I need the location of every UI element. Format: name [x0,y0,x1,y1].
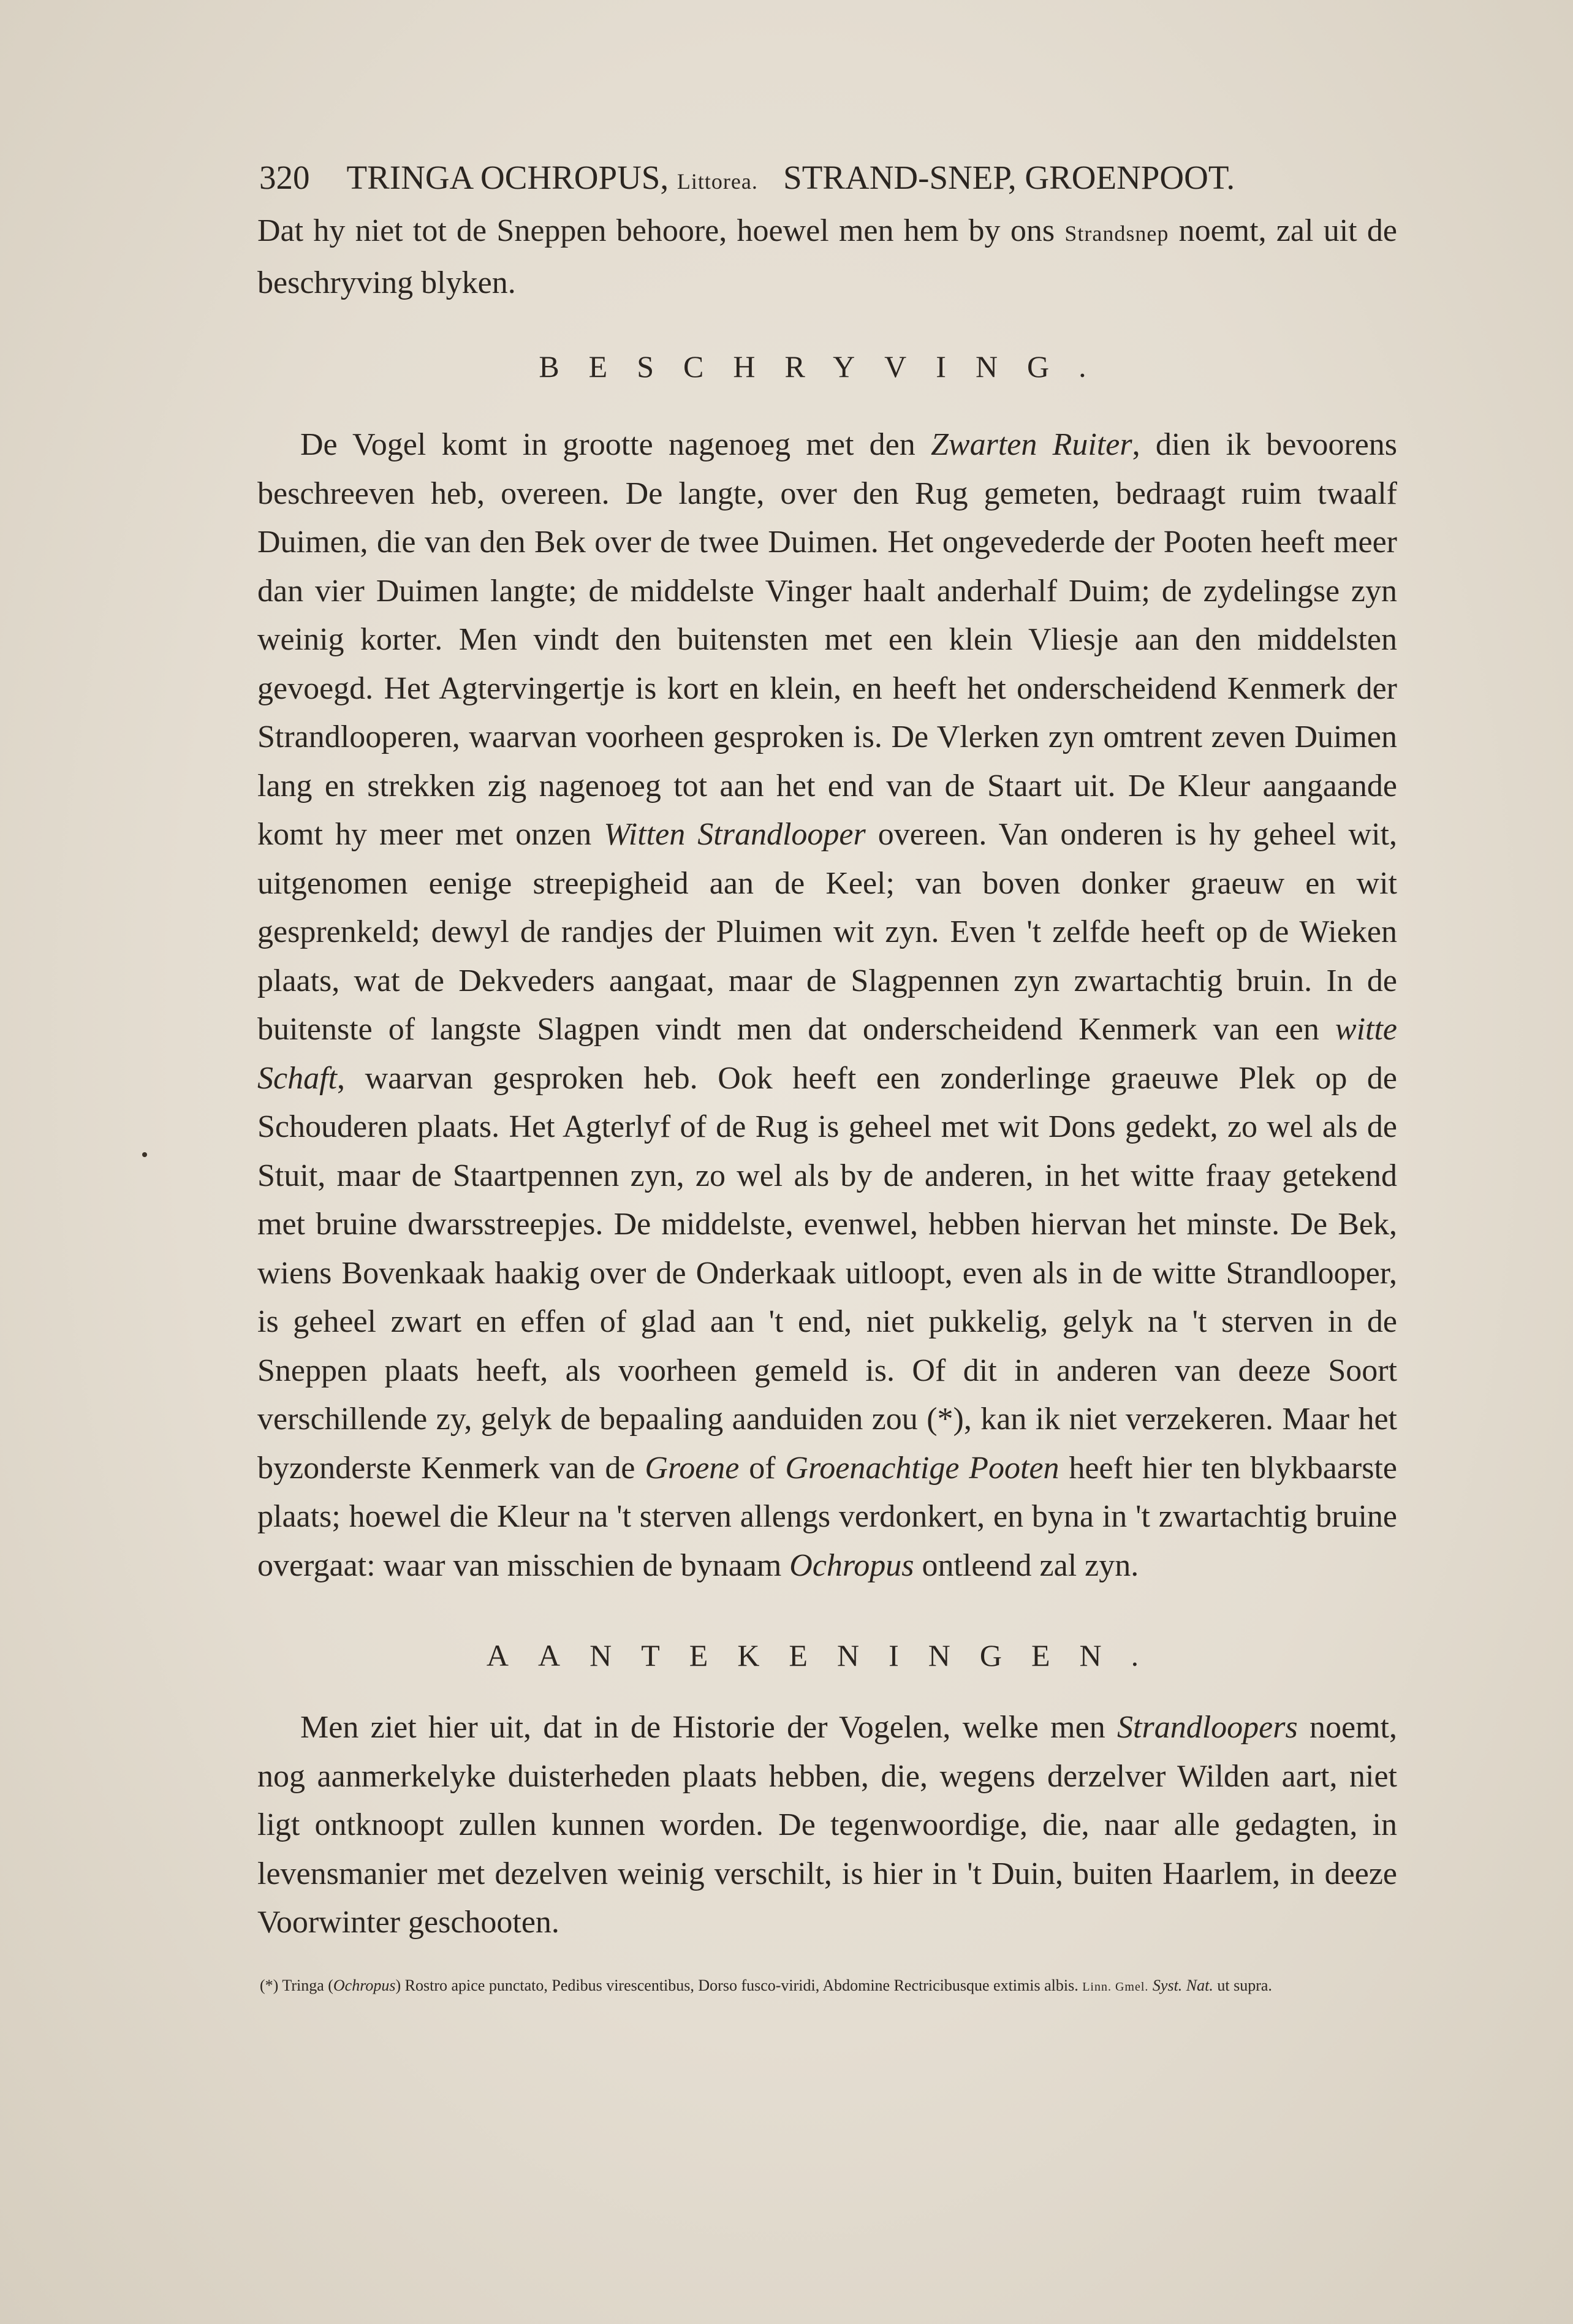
intro-smallcaps-name: Strandsnep [1064,221,1169,246]
running-head [259,156,1397,203]
desc-italic: Ochropus [789,1547,914,1583]
desc-text: , waarvan gesproken heb. Ook heeft een zonderlinge graeuwe Plek op de Schouderen plaats. Het Agterlyf of de Rug is geheel met wit Dons gedekt, zo wel als de Stuit, maar de Staartpennen zyn, zo wel als by de anderen, in het witte fraay getekend met bruine dwarsstreepjes. De middelste, evenwel, hebben hiervan het minste. De Bek, wiens Bovenkaak haakig over de Onderkaak uitloopt, even als in de witte Strandlooper, is geheel zwart en effen of glad aan 't end, niet pukkelig, gelyk na 't sterven in de Sneppen plaats heeft, als voorheen gemeld is. Of dit in anderen van deeze Soort verschillende zy, gelyk de bepaaling aanduiden zou (*), kan ik niet verzekeren. Maar het byzonderste Kenmerk van de [257,1060,1397,1486]
footnote-italic: Syst. Nat. [1152,1976,1213,1994]
dutch-names: STRAND-SNEP, GROENPOOT. [783,159,1235,196]
footnote-text: (*) Tringa ( [260,1976,333,1994]
notes-paragraph [257,1703,1397,1947]
footnote-text: ut supra. [1213,1976,1272,1994]
notes-text: noemt, nog aanmerkelyke duisterheden plaats hebben, die, wegens derzelver Wilden aart, niet ligt ontknoopt zullen kunnen worden. De tegenwoordige, die, naar alle gedagten, in levensmanier met dezelven weinig verschilt, is hier in 't Duin, buiten Haarlem, in deeze Voorwinter geschooten. [257,1710,1397,1940]
show-through-ghost-text [221,141,259,233]
desc-text: De Vogel komt in grootte nagenoeg met den [300,427,931,462]
footnote-text: ) Rostro apice punctato, Pedibus virescentibus, Dorso fusco-viridi, Abdomine Rectricibusque extimis albis. [395,1976,1083,1994]
desc-text: of [739,1450,786,1486]
desc-text: ontleend zal zyn. [914,1547,1139,1583]
notes-italic: Strandloopers [1117,1710,1298,1745]
notes-text: Men ziet hier uit, dat in de Historie der Vogelen, welke men [300,1710,1118,1745]
species-latin-name: TRINGA OCHROPUS, [346,159,669,196]
footnote-italic: Ochropus [333,1976,396,1994]
intro-text-1: Dat hy niet tot de Sneppen behoore, hoewel men hem by ons [257,213,1065,248]
desc-text: overeen. Van onderen is hy geheel wit, uitgenomen eenige streepigheid aan de Keel; van boven donker graeuw en wit gesprenkeld; dewyl de randjes der Pluimen wit zyn. Even 't zelfde heeft op de Wieken plaats, wat de Dekveders aangaat, maar de Slagpennen zyn zwartachtig bruin. In de buitenste of langste Slagpen vindt men dat onderscheidend Kenmerk van een [257,817,1398,1047]
desc-italic: witte Schaft [257,1012,1397,1096]
description-paragraph [257,420,1397,1590]
ink-speck [142,1152,147,1157]
desc-text: heeft hier ten blykbaarste plaats; hoewel die Kleur na 't sterven allengs verdonkert, en byna in 't zwartachtig bruine overgaat: waar van misschien de bynaam [257,1450,1397,1583]
intro-paragraph [257,207,1397,307]
page-content [257,156,1397,1999]
notes-heading: AANTEKENINGEN. [486,1638,1169,1673]
desc-text: , dien ik bevoorens beschreeven heb, overeen. De langte, over den Rug gemeten, bedraagt ruim twaalf Duimen, die van den Bek over de twee Duimen. Het ongevederde der Pooten heeft meer dan vier Duimen langte; de middelste Vinger haalt anderhalf Duim; de zydelingse zyn weinig korter. Men vindt den buitensten met een klein Vliesje aan den middelsten gevoegd. Het Agtervingertje is kort en klein, en heeft het onderscheidend Kenmerk der Strandlooperen, waarvan voorheen gesproken is. De Vlerken zyn omtrent zeven Duimen lang en strekken zig nagenoeg tot aan het end van de Staart uit. De Kleur aangaande komt hy meer met onzen [257,427,1398,852]
footnote-reference: Linn. Gmel. [1082,1980,1149,1994]
footnote [260,1974,1397,1999]
group-latin-name: Littorea. [677,169,758,194]
desc-italic: Zwarten Ruiter [930,427,1132,462]
page-number: 320 [259,159,310,196]
desc-italic: Groene [645,1450,740,1486]
desc-italic: Groenachtige Pooten [785,1450,1059,1486]
intro-text-2: noemt, zal uit de beschryving blyken. [257,213,1397,300]
description-heading: BESCHRYVING. [539,349,1116,384]
desc-italic: Witten Strandlooper [604,817,866,852]
